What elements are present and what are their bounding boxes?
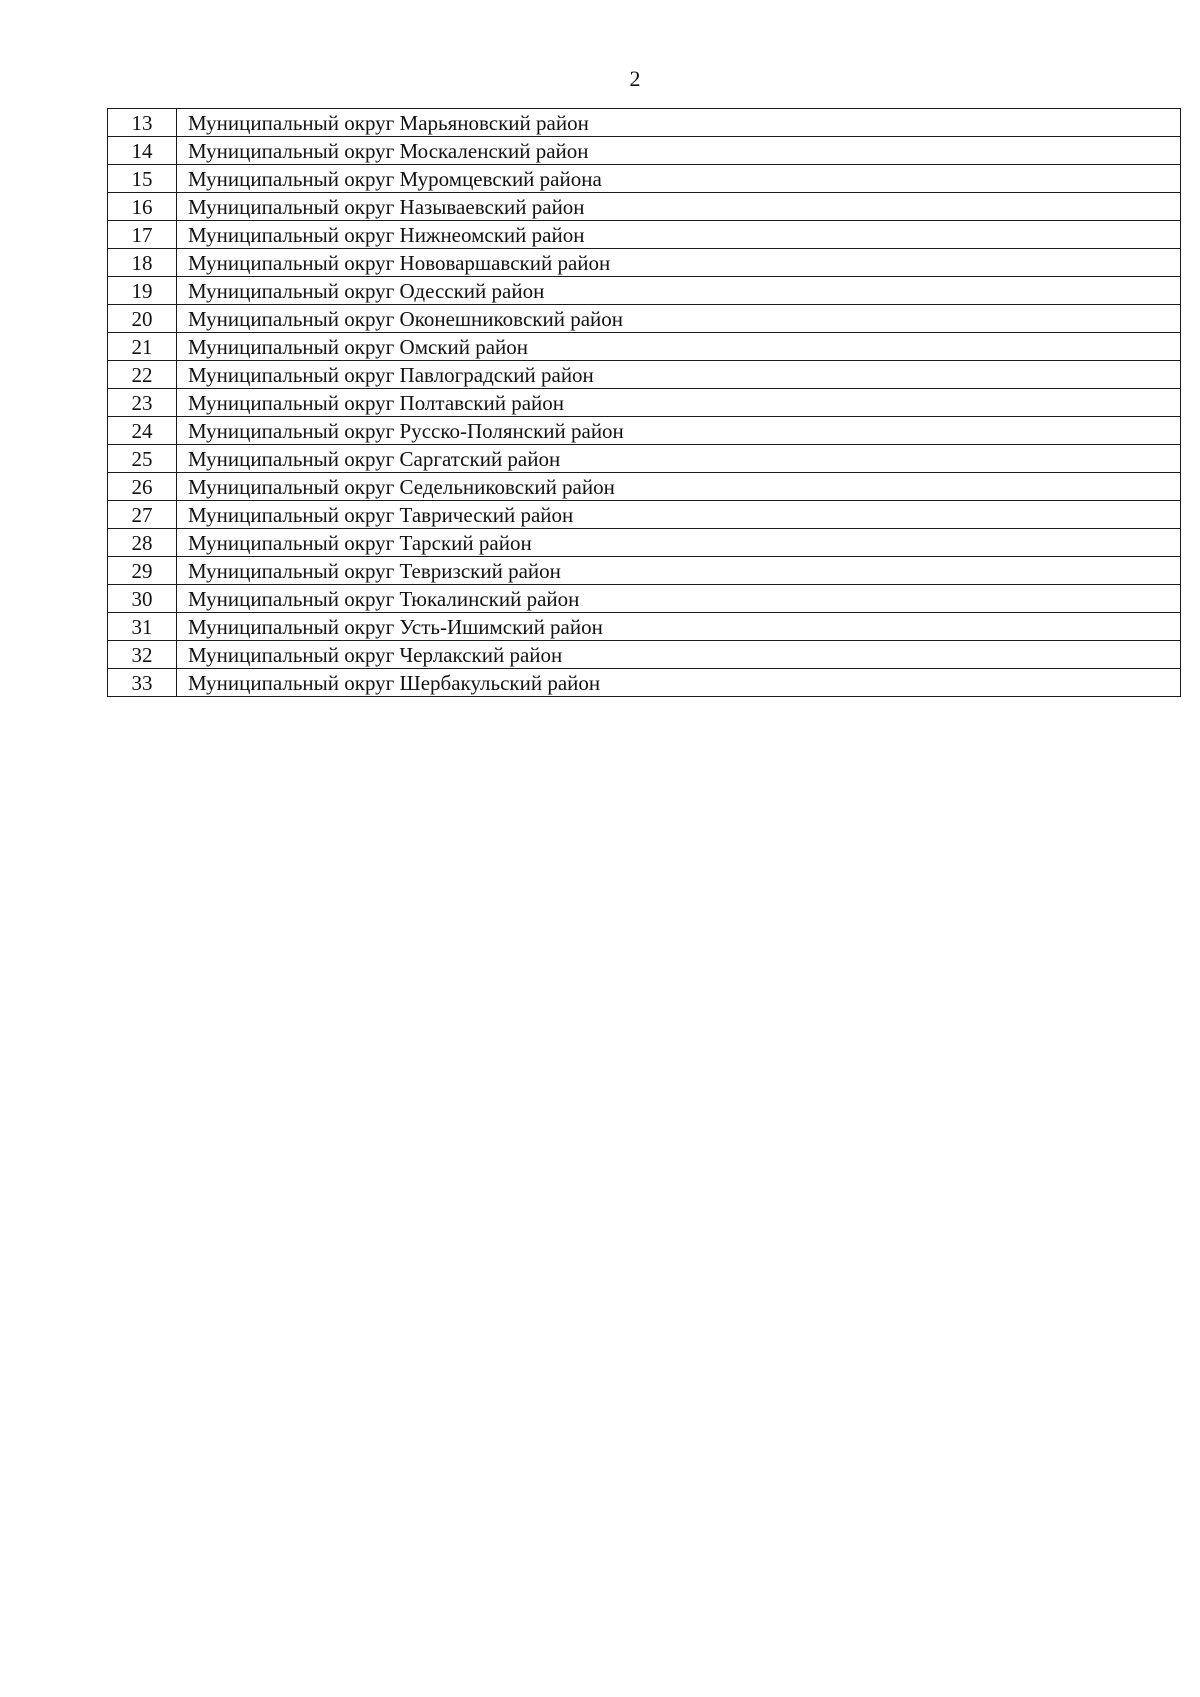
row-number: 17 [108,221,177,249]
row-number: 20 [108,305,177,333]
district-name: Муниципальный округ Марьяновский район [177,109,1181,137]
row-number: 27 [108,501,177,529]
row-number: 14 [108,137,177,165]
table-row [108,417,1181,445]
district-name: Муниципальный округ Павлоградский район [177,361,1181,389]
row-number: 23 [108,389,177,417]
row-number: 26 [108,473,177,501]
row-number: 21 [108,333,177,361]
table-row [108,669,1181,697]
table-row [108,473,1181,501]
district-name: Муниципальный округ Нововаршавский район [177,249,1181,277]
row-number: 33 [108,669,177,697]
table-row [108,165,1181,193]
district-name: Муниципальный округ Таврический район [177,501,1181,529]
row-number: 31 [108,613,177,641]
row-number: 13 [108,109,177,137]
district-name: Муниципальный округ Усть-Ишимский район [177,613,1181,641]
district-name: Муниципальный округ Тарский район [177,529,1181,557]
district-name: Муниципальный округ Саргатский район [177,445,1181,473]
municipal-districts-table [107,108,1181,697]
table-row [108,585,1181,613]
table-row [108,193,1181,221]
table-row [108,277,1181,305]
row-number: 28 [108,529,177,557]
row-number: 19 [108,277,177,305]
table-row [108,613,1181,641]
district-name: Муниципальный округ Седельниковский район [177,473,1181,501]
district-name: Муниципальный округ Оконешниковский район [177,305,1181,333]
district-name: Муниципальный округ Шербакульский район [177,669,1181,697]
district-name: Муниципальный округ Тюкалинский район [177,585,1181,613]
district-name: Муниципальный округ Нижнеомский район [177,221,1181,249]
table-row [108,333,1181,361]
table-row [108,501,1181,529]
row-number: 24 [108,417,177,445]
district-name: Муниципальный округ Омский район [177,333,1181,361]
table-row [108,529,1181,557]
district-name: Муниципальный округ Называевский район [177,193,1181,221]
row-number: 25 [108,445,177,473]
table-row [108,557,1181,585]
table-row [108,389,1181,417]
row-number: 15 [108,165,177,193]
table-row [108,305,1181,333]
district-name: Муниципальный округ Тевризский район [177,557,1181,585]
table-row [108,445,1181,473]
district-name: Муниципальный округ Черлакский район [177,641,1181,669]
district-name: Муниципальный округ Русско-Полянский район [177,417,1181,445]
district-name: Муниципальный округ Муромцевский района [177,165,1181,193]
row-number: 32 [108,641,177,669]
district-name: Муниципальный округ Москаленский район [177,137,1181,165]
table-row [108,137,1181,165]
row-number: 22 [108,361,177,389]
page-number: 2 [629,66,641,91]
table-row [108,361,1181,389]
row-number: 18 [108,249,177,277]
row-number: 16 [108,193,177,221]
table-row [108,221,1181,249]
row-number: 30 [108,585,177,613]
table-row [108,109,1181,137]
table-row [108,249,1181,277]
table-row [108,641,1181,669]
district-name: Муниципальный округ Полтавский район [177,389,1181,417]
district-name: Муниципальный округ Одесский район [177,277,1181,305]
row-number: 29 [108,557,177,585]
